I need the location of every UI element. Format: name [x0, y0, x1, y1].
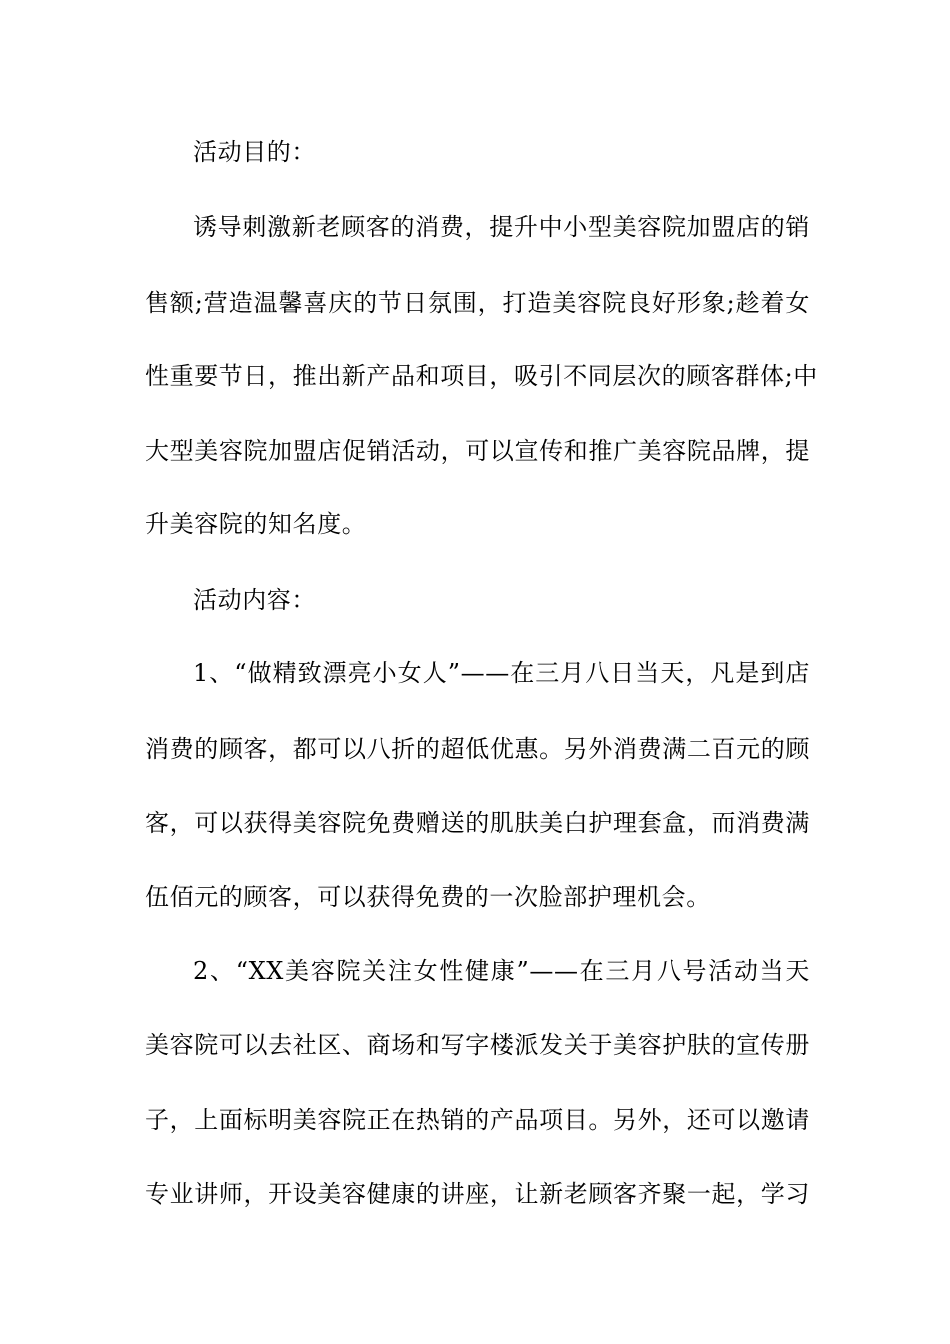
paragraph-line: 2、“XX美容院关注女性健康”——在三月八号活动当天 — [193, 957, 810, 985]
paragraph-line: 子，上面标明美容院正在热销的产品项目。另外，还可以邀请 — [145, 1106, 810, 1134]
paragraph-line: 性重要节日，推出新产品和项目，吸引不同层次的顾客群体;中 — [145, 362, 818, 390]
paragraph-line: 伍佰元的顾客，可以获得免费的一次脸部护理机会。 — [145, 883, 711, 911]
paragraph-line: 专业讲师，开设美容健康的讲座，让新老顾客齐聚一起，学习 — [145, 1180, 810, 1208]
heading-activity-content: 活动内容： — [193, 586, 316, 614]
paragraph-line: 美容院可以去社区、商场和写字楼派发关于美容护肤的宣传册 — [145, 1031, 810, 1059]
paragraph-line: 大型美容院加盟店促销活动，可以宣传和推广美容院品牌，提 — [145, 437, 810, 465]
paragraph-line: 消费的顾客，都可以八折的超低优惠。另外消费满二百元的顾 — [145, 735, 810, 763]
paragraph-line: 客，可以获得美容院免费赠送的肌肤美白护理套盒，而消费满 — [145, 809, 810, 837]
paragraph-line: 诱导刺激新老顾客的消费，提升中小型美容院加盟店的销 — [193, 213, 810, 241]
heading-activity-purpose: 活动目的： — [193, 138, 316, 166]
paragraph-line: 售额;营造温馨喜庆的节日氛围，打造美容院良好形象;趁着女 — [145, 289, 810, 317]
paragraph-line: 升美容院的知名度。 — [145, 510, 367, 538]
paragraph-line: 1、“做精致漂亮小女人”——在三月八日当天，凡是到店 — [193, 659, 810, 687]
